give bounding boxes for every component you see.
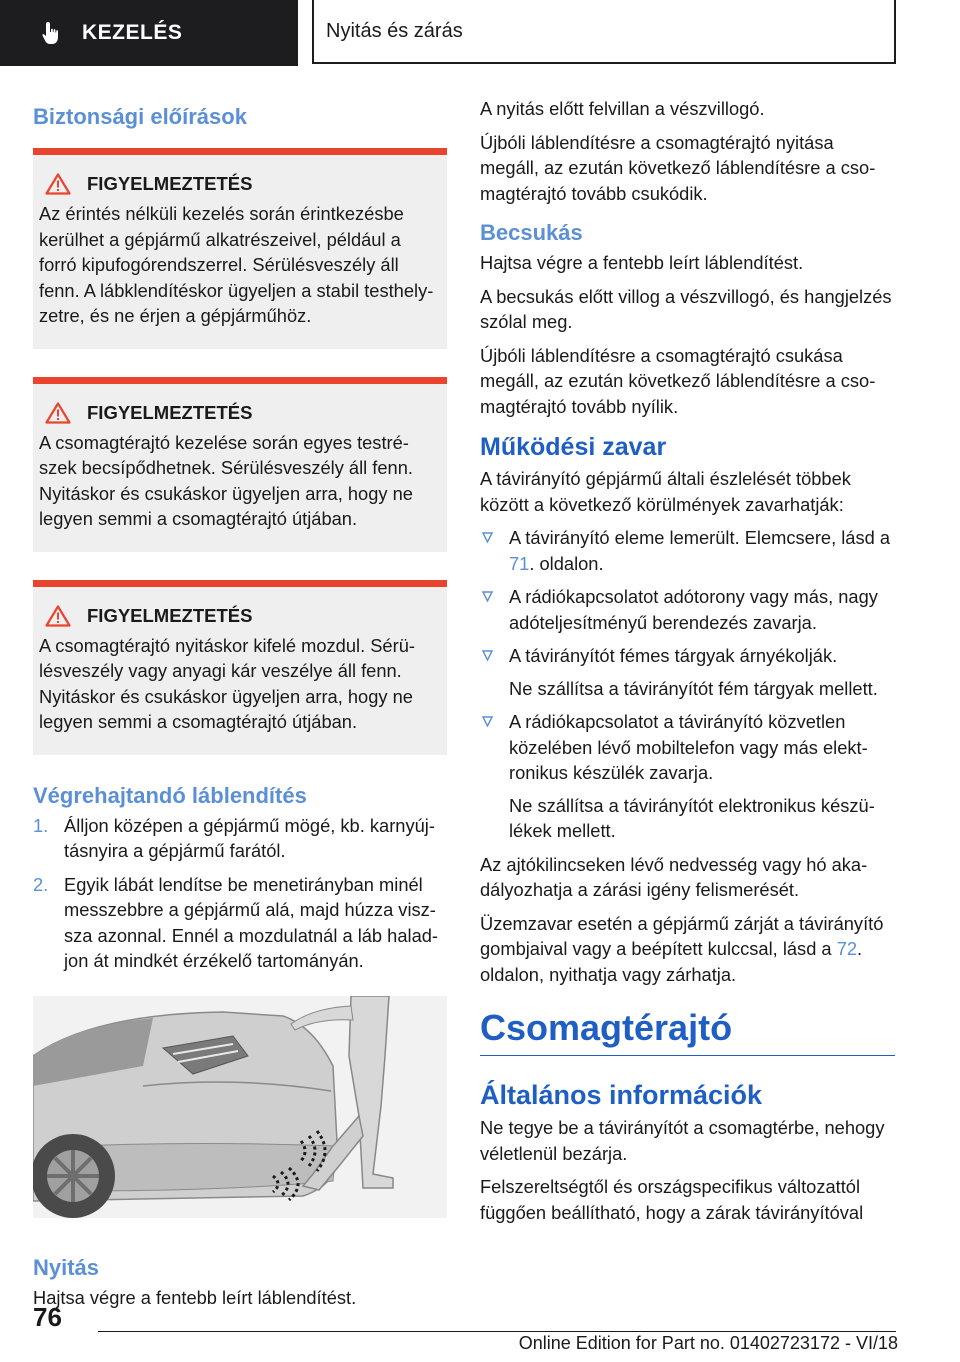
- warning-triangle-icon: [45, 605, 71, 627]
- chapter-tab: [312, 0, 896, 64]
- warning-title: [39, 605, 437, 627]
- kick-heading: Végrehajtandó láblendítés: [33, 782, 307, 808]
- open-heading: Nyitás: [33, 1254, 100, 1280]
- footer-divider: [98, 1331, 896, 1332]
- page-link-71[interactable]: 71: [509, 552, 530, 574]
- section-tab: [0, 0, 298, 66]
- list-item: [33, 872, 447, 974]
- list-item: [480, 643, 895, 701]
- step-number: 2.: [33, 873, 49, 895]
- warning-text: A csomagtérajtó nyitáskor kifelé mozdul. Sérülésveszély vagy anyagi kár veszélye áll fenn. Nyitáskor és csukáskor ügyeljen arra, hogy ne legyen semmi a csomagtérajtó útjában.: [39, 634, 415, 732]
- bullet-text-tail: . oldalon.: [529, 552, 604, 574]
- bullet-text: A távirányító eleme lemerült. Elemcsere, lásd a: [509, 527, 891, 548]
- bullet-text: A rádiókapcsolatot adótorony vagy más, nagy adóteljesítményű berendezés zavarja.: [509, 586, 878, 633]
- step-number: 1.: [33, 814, 49, 836]
- step-text: Egyik lábát lendítse be menetirányban minél messzebbre a gépjármű alá, majd húzza viszsza azonnal. Ennél a mozdulatnál a láb haladjon át mindkét érzékelő tartományán.: [64, 873, 439, 971]
- warning-title: [39, 173, 437, 195]
- warning-text: A csomagtérajtó kezelése során egyes testrészek becsípődhetnek. Sérülésveszély áll fenn. Nyitáskor és csukáskor ügyeljen arra, hogy ne legyen semmi a csomagtérajtó útjában.: [39, 431, 413, 529]
- left-column: [33, 96, 447, 1318]
- fault-text-head: Üzemzavar esetén a gépjármű zárját a távirányító gombjaival vagy a beépített kulccsal, lásd a: [480, 912, 884, 959]
- step-text: Álljon középen a gépjármű mögé, kb. karnyújtásnyira a gépjármű farától.: [64, 814, 435, 861]
- malfunction-list: [480, 525, 895, 844]
- warning-title-text: FIGYELMEZTETÉS: [87, 604, 253, 626]
- warning-box: [33, 580, 447, 755]
- close-heading: Becsukás: [480, 220, 583, 245]
- bullet-text: A rádiókapcsolatot a távirányító közvetlen közelében lévő mobiltelefon vagy más elektronikus készülék zavarja.: [509, 711, 868, 783]
- general-text-2: Felszereltségtől és országspecifikus változattól függően beállítható, hogy a zárak távirányítóval: [480, 1176, 864, 1223]
- list-item: [480, 525, 895, 576]
- fault-text: [480, 911, 895, 988]
- page-header: [0, 0, 960, 66]
- warning-triangle-icon: [45, 402, 71, 424]
- general-info-heading: Általános információk: [480, 1080, 763, 1110]
- close-text-3: Újbóli láblendítésre a csomagtérajtó csukása megáll, az ezután következő láblendítésre a csomagtérajtó tovább nyílik.: [480, 344, 876, 417]
- warning-title-text: FIGYELMEZTETÉS: [87, 173, 253, 194]
- open-stop-text: Újbóli láblendítésre a csomagtérajtó nyitása megáll, az ezután következő láblendítésre a csomagtérajtó tovább csukódik.: [480, 131, 876, 204]
- bullet-extra-text: Ne szállítsa a távirányítót fém tárgyak mellett.: [509, 677, 878, 699]
- warning-title: [39, 402, 437, 424]
- bullet-triangle-icon: [482, 532, 493, 543]
- close-text-2: A becsukás előtt villog a vészvillogó, és hangjelzés szólal meg.: [480, 285, 892, 332]
- warning-title-text: FIGYELMEZTETÉS: [87, 401, 253, 423]
- general-text-1: Ne tegye be a távirányítót a csomagtérbe, nehogy véletlenül bezárja.: [480, 1117, 885, 1164]
- bullet-triangle-icon: [482, 716, 493, 727]
- page-number: 76: [33, 1302, 62, 1332]
- open-text: Hajtsa végre a fentebb leírt láblendítést.: [33, 1286, 357, 1308]
- safety-heading: Biztonsági előírások: [33, 104, 247, 129]
- hand-pointing-icon: [40, 20, 66, 46]
- kick-gesture-illustration: [33, 996, 447, 1218]
- bullet-text: A távirányítót fémes tárgyak árnyékolják.: [509, 645, 838, 666]
- list-item: [480, 584, 895, 635]
- bullet-triangle-icon: [482, 650, 493, 661]
- trunk-heading: Csomagtérajtó: [480, 1007, 895, 1056]
- edition-text: Online Edition for Part no. 01402723172 - VI/18: [518, 1333, 898, 1353]
- right-column: [480, 96, 895, 1233]
- warning-text: Az érintés nélküli kezelés során érintkezésbe kerülhet a gépjármű alkatrészeivel, például a forró kipufogórendszerrel. Sérülésveszély áll fenn. A lábklendítéskor ügyeljen a stabil testhelyzetre, és ne érjen a gépjárműhöz.: [39, 203, 434, 326]
- section-title: KEZELÉS: [82, 21, 183, 44]
- malfunction-heading: Működési zavar: [480, 433, 667, 461]
- close-text-1: Hajtsa végre a fentebb leírt láblendítést.: [480, 252, 804, 273]
- list-item: [33, 813, 447, 864]
- open-hazard-text: A nyitás előtt felvillan a vészvillogó.: [480, 98, 765, 119]
- page-link-72[interactable]: 72: [836, 938, 858, 959]
- malfunction-intro: A távirányító gépjármű általi észlelését többek között a következő körülmények zavarhatják:: [480, 468, 851, 515]
- fault-text-tail: . oldalon, nyithatja vagy zárhatja.: [480, 938, 863, 985]
- chapter-title: Nyitás és zárás: [326, 19, 463, 42]
- warning-box: [33, 377, 447, 552]
- moisture-text: Az ajtókilincseken lévő nedvesség vagy hó akadályozhatja a zárási igény felismerését.: [480, 853, 868, 900]
- warning-box: [33, 148, 447, 349]
- kick-steps: [33, 813, 447, 974]
- warning-triangle-icon: [45, 173, 71, 195]
- bullet-extra-text: Ne szállítsa a távirányítót elektronikus készülékek mellett.: [509, 794, 875, 841]
- list-item: [480, 709, 895, 844]
- bullet-triangle-icon: [482, 591, 493, 602]
